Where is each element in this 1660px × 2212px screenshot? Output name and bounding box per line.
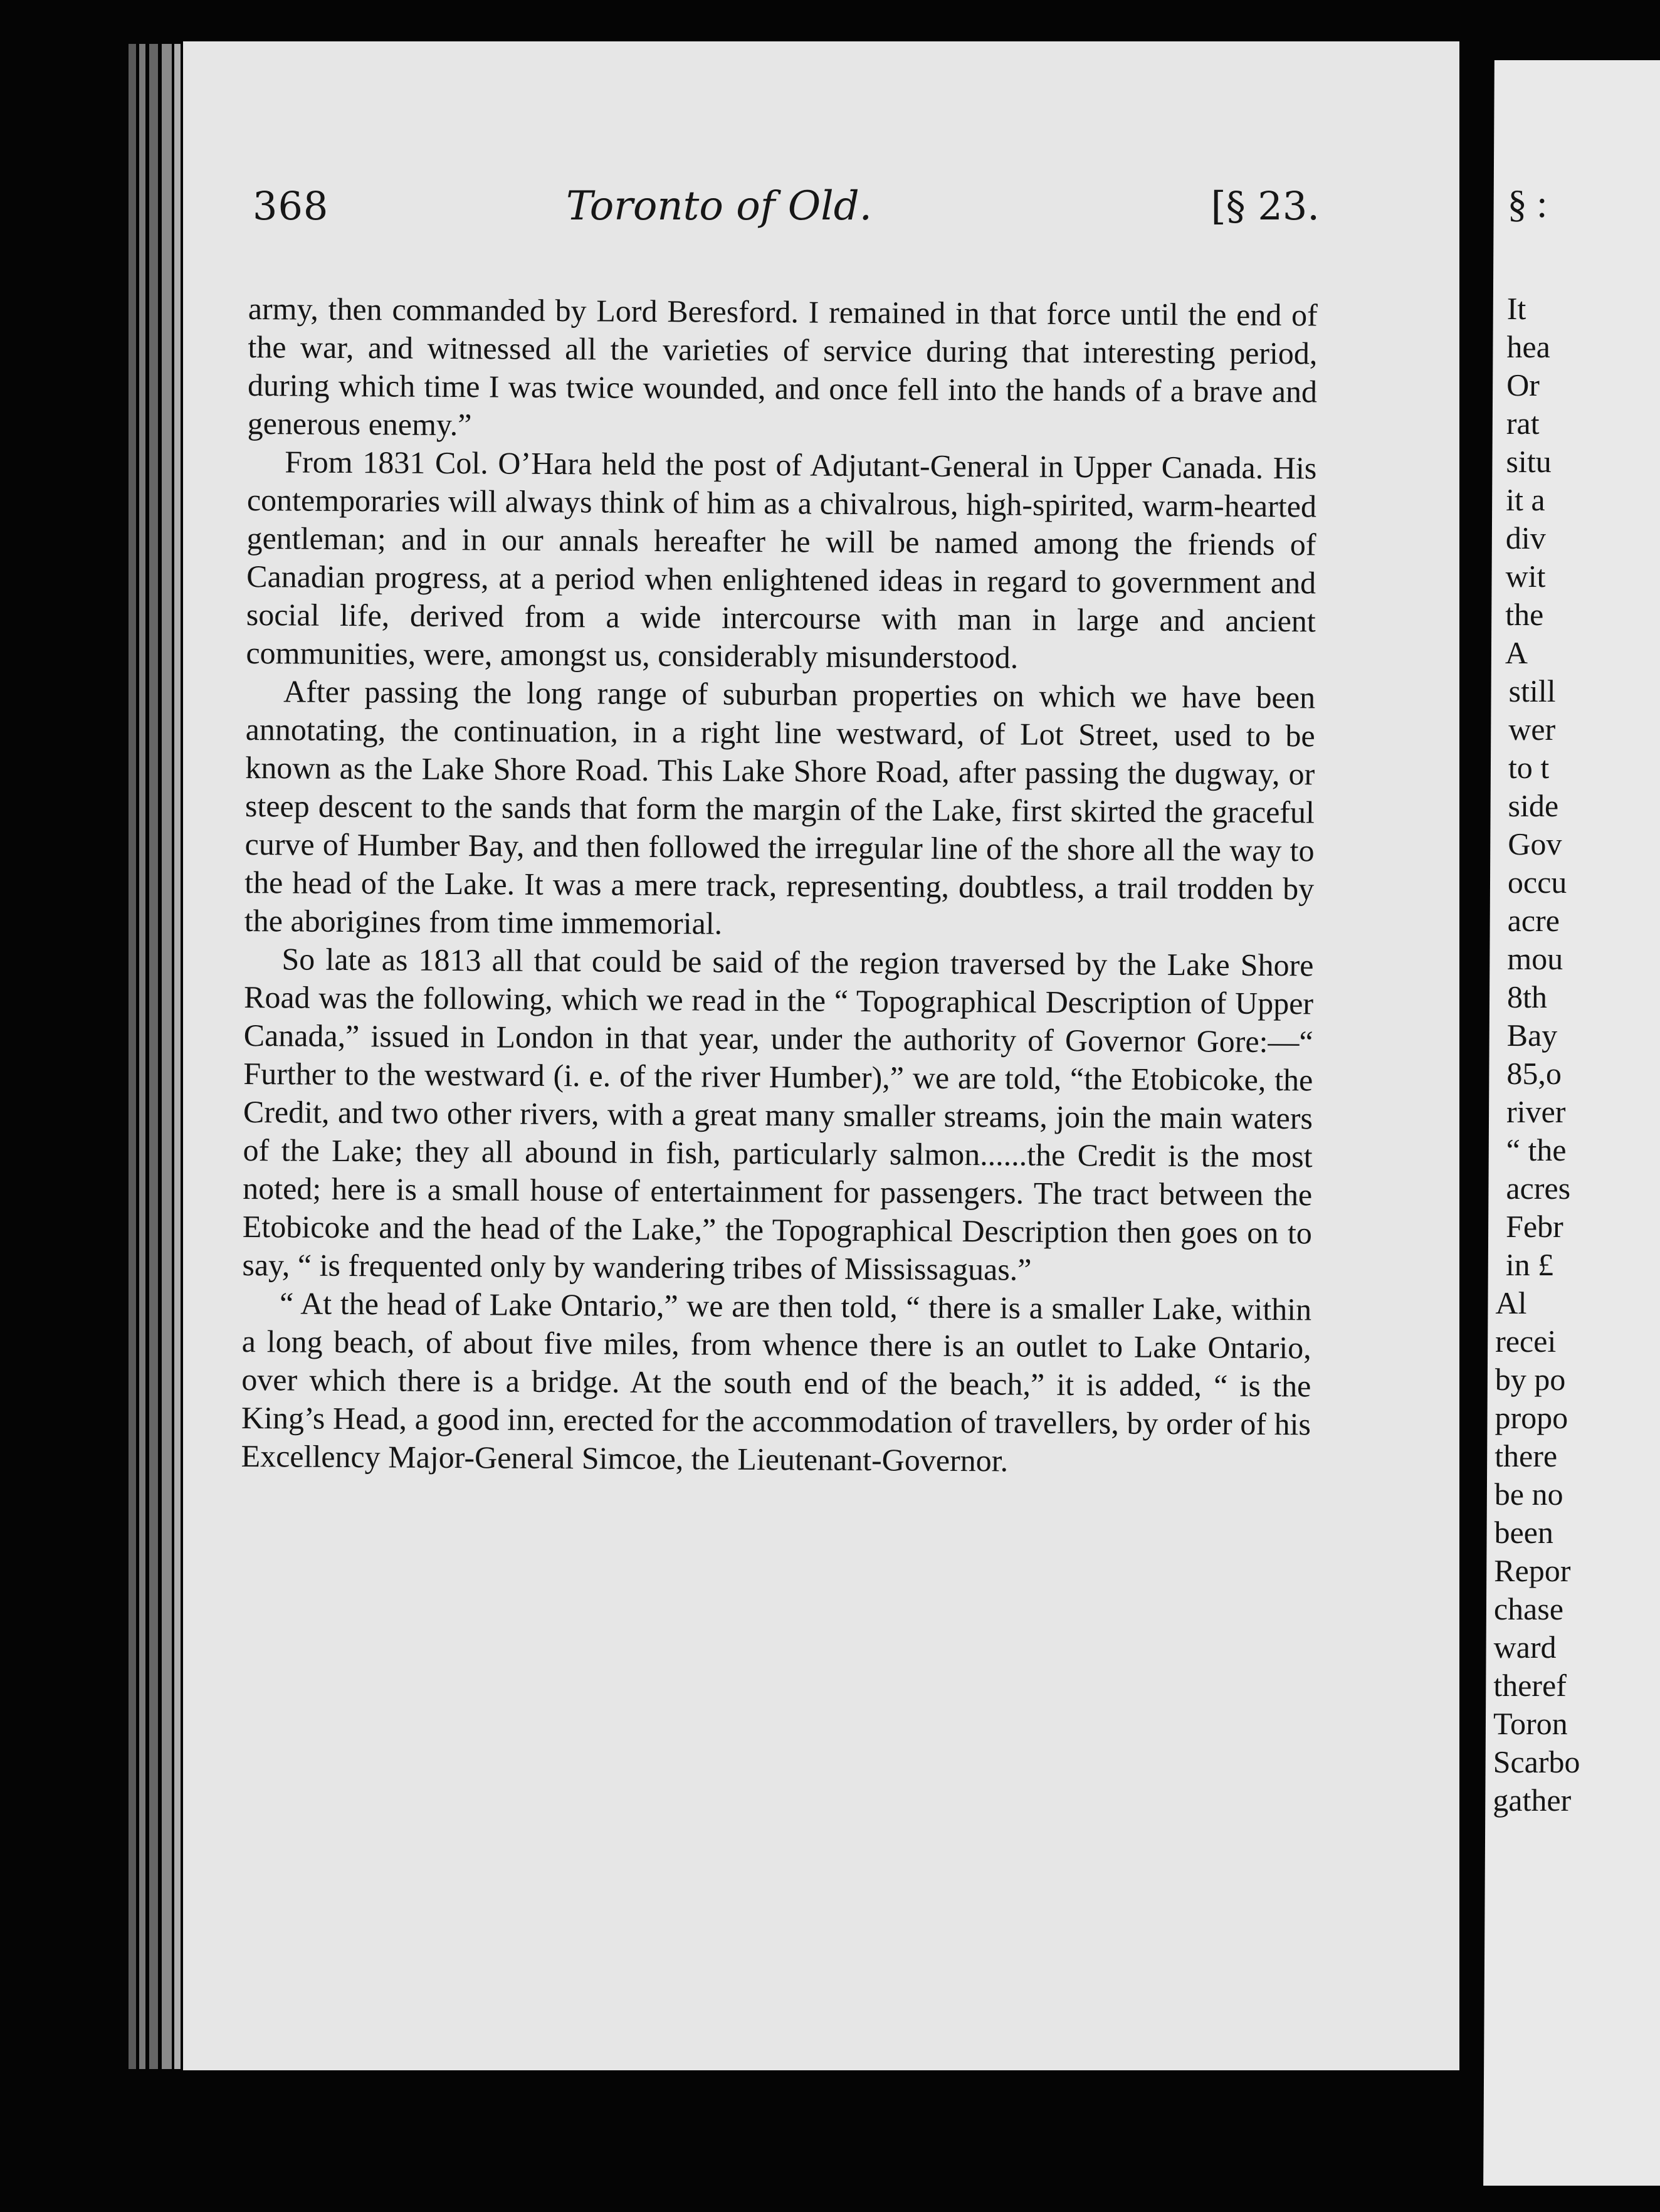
facing-page xyxy=(1483,60,1660,2186)
facing-page-line: “ the xyxy=(1506,1132,1567,1167)
facing-page-line: occu xyxy=(1507,865,1567,900)
page-edge-strip xyxy=(149,44,158,2069)
facing-page-line: Toron xyxy=(1493,1706,1568,1741)
page-header xyxy=(253,183,1320,271)
paragraph: From 1831 Col. O’Hara held the post of Adjutant-General in Upper Canada. His contemporaries will always think of him as a chivalrous, high-spirited, warm-hearted gentleman; and in our annals hereafter he will be named among the friends of Canadian progress, at a period when enlightened ideas in regard to government and social life, derived from a wide intercourse with man in large and ancient communities, were, amongst us, considerably misunderstood. xyxy=(246,444,1317,675)
facing-page-line: Al xyxy=(1495,1285,1527,1320)
facing-page-line: Bay xyxy=(1506,1018,1558,1053)
page-edge-strip xyxy=(139,44,145,2069)
facing-page-line: side xyxy=(1508,788,1559,823)
facing-page-line: chase xyxy=(1493,1591,1564,1626)
facing-page-line: Gov xyxy=(1508,826,1562,861)
facing-page-line: recei xyxy=(1495,1324,1557,1359)
running-title: Toronto of Old. xyxy=(566,183,872,229)
facing-page-line: still xyxy=(1508,673,1556,708)
facing-page-line: Repor xyxy=(1494,1553,1571,1588)
page-edge-strip xyxy=(129,44,136,2069)
facing-page-line: mou xyxy=(1507,941,1563,976)
paragraph: army, then commanded by Lord Beresford. I remained in that force until the end of the war, and witnessed all the varieties of service during that interesting period, during which time I was twice wounded, and once fell into the hands of a brave and generous enemy.” xyxy=(247,290,1318,443)
page-number: 368 xyxy=(253,183,329,229)
facing-page-line: gather xyxy=(1493,1783,1572,1818)
facing-page-line: ward xyxy=(1493,1630,1557,1665)
facing-page-line: wit xyxy=(1505,559,1546,594)
page-edge-strip xyxy=(162,44,172,2069)
facing-page-line: Febr xyxy=(1505,1209,1563,1244)
facing-page-line: Or xyxy=(1506,367,1540,403)
paragraph: “ At the head of Lake Ontario,” we are then told, “ there is a smaller Lake, within a long beach, of about five miles, from whence there is an outlet to Lake Ontario, over which there is a bridge. At the south end of the beach,” it is added, “ is the King’s Head, a good inn, erected for the accommodation of travellers, by order of his Excellency Major-General Simcoe, the Lieutenant-Governor. xyxy=(241,1285,1312,1478)
facing-page-line: been xyxy=(1494,1515,1554,1550)
facing-page-line: wer xyxy=(1508,712,1556,747)
paragraph: So late as 1813 all that could be said of the region traversed by the Lake Shore Road was the following, which we read in the “ Topographical Description of Upper Canada,” issued in London in that year, under the authority of Governor Gore:—“ Further to the westward (i. e. of the river Humber),” we are told, “the Etobicoke, the Credit, and two other rivers, with a great many smaller streams, join the main waters of the Lake; they all abound in fish, particularly salmon......the Credit is the most noted; here is a small house of entertainment for passengers. The tract between the Etobicoke and the head of the Lake,” the Topographical Description then goes on to say, “ is frequented only by wandering tribes of Mississaguas.” xyxy=(242,941,1314,1287)
facing-page-line: the xyxy=(1505,597,1544,632)
facing-page-line: § : xyxy=(1507,183,1548,226)
facing-page-line: river xyxy=(1506,1094,1566,1129)
facing-page-line: acres xyxy=(1506,1171,1571,1206)
facing-page-line: It xyxy=(1506,291,1526,326)
facing-page-line: Scarbo xyxy=(1493,1744,1580,1779)
paragraph: After passing the long range of suburban properties on which we have been annotating, the continuation, in a right line westward, of Lot Street, used to be known as the Lake Shore Road. This Lake Shore Road, after passing the dugway, or steep descent to the sands that form the margin of the Lake, first skirted the graceful curve of Humber Bay, and then followed the irregular line of the shore all the way to the head of the Lake. It was a mere track, representing, doubtless, a trail trodden by the aborigines from time immemorial. xyxy=(244,673,1316,941)
facing-page-line: propo xyxy=(1495,1400,1568,1435)
facing-page-line: be no xyxy=(1494,1477,1563,1512)
facing-page-line: to t xyxy=(1508,750,1550,785)
page-body xyxy=(241,290,1318,1482)
facing-page-line: acre xyxy=(1507,903,1560,938)
facing-page-line: theref xyxy=(1493,1668,1567,1703)
facing-page-line: it a xyxy=(1506,482,1545,517)
facing-page-line: situ xyxy=(1506,444,1552,479)
facing-page-line: there xyxy=(1495,1438,1558,1473)
facing-page-line: A xyxy=(1505,635,1528,670)
facing-page-line: by po xyxy=(1495,1362,1566,1397)
section-mark: [§ 23. xyxy=(1211,183,1320,229)
facing-page-line: rat xyxy=(1506,406,1540,441)
page-edge-strip xyxy=(174,44,181,2069)
facing-page-line: hea xyxy=(1506,329,1551,364)
facing-page-line: in £ xyxy=(1505,1247,1554,1282)
facing-page-line: div xyxy=(1505,520,1546,556)
facing-page-line: 8th xyxy=(1506,979,1548,1014)
facing-page-line: 85,o xyxy=(1506,1056,1562,1091)
